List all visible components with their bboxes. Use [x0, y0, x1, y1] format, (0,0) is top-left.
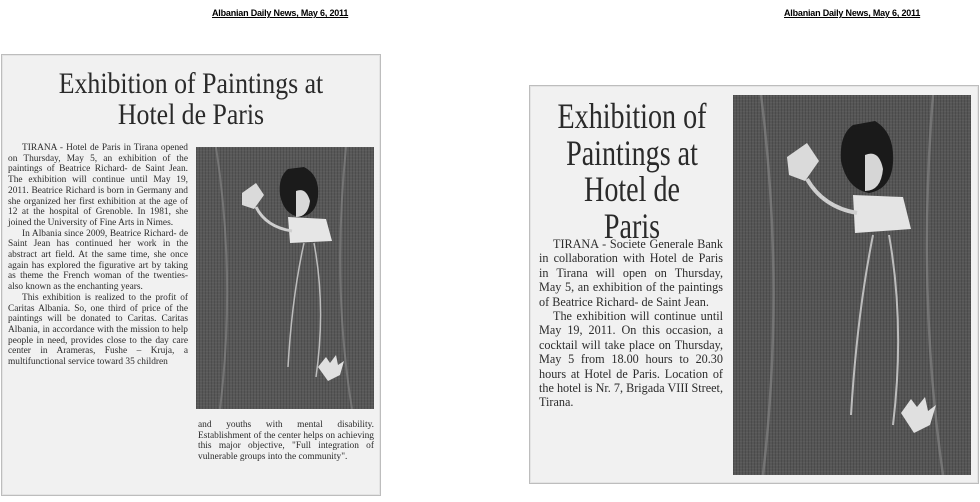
article-continuation: [198, 420, 374, 463]
article-headline: Exhibition of Paintings at Hotel de Paris: [58, 67, 324, 131]
article-paragraph: and youths with mental disability. Establishment of the center helps on achieving this major objective, "Full integration of vulnerable groups into the community".: [198, 420, 374, 463]
painting-photo: [733, 95, 971, 475]
newspaper-clipping-right: [529, 85, 979, 484]
newspaper-source-label: Albanian Daily News, May 6, 2011: [212, 8, 349, 18]
article-headline: Exhibition of Paintings at Hotel de Paris: [557, 96, 707, 247]
painting-figure-image: [196, 147, 374, 409]
painting-photo: [196, 147, 374, 409]
newspaper-source-label: Albanian Daily News, May 6, 2011: [784, 8, 921, 18]
painting-figure-image: [733, 95, 971, 475]
article-paragraph: This exhibition is realized to the profit of Caritas Albania. So, one third of price of the paintings will be donated to Caritas. Caritas Albania, in accordance with the mission to help people in need, provides close to the day care center in Arameras, Fushe – Kruja, a multifunctional service toward 35 children: [8, 292, 188, 368]
article-body: [8, 143, 188, 368]
article-paragraph: The exhibition will continue until May 19, 2011. On this occasion, a cocktail will take place on Thursday, May 5 from 18.00 hours to 20.30 hours at Hotel de Paris. Location of the hotel is Nr. 7, Brigada VIII Street, Tirana.: [539, 309, 723, 410]
newspaper-clipping-left: [1, 54, 381, 496]
article-paragraph: In Albania since 2009, Beatrice Richard- de Saint Jean has continued her work in the abstract art field. At the same time, she once again has explored the figurative art by taking as theme the French woman of the twenties- also known as the enchanting years.: [8, 228, 188, 293]
article-body: [539, 237, 723, 410]
article-paragraph: TIRANA - Societe Generale Bank in collaboration with Hotel de Paris in Tirana will open on Thursday, May 5, an exhibition of the paintings of Beatrice Richard- de Saint Jean.: [539, 237, 723, 309]
article-paragraph: TIRANA - Hotel de Paris in Tirana opened on Thursday, May 5, an exhibition of the paintings of Beatrice Richard- de Saint Jean. The exhibition will continue until May 19, 2011. Beatrice Richard is born in Germany and she organized her first exhibition at the age of 12 at the hospital of Grenoble. In 1981, she joined the University of Fine Arts in Nimes.: [8, 143, 188, 228]
